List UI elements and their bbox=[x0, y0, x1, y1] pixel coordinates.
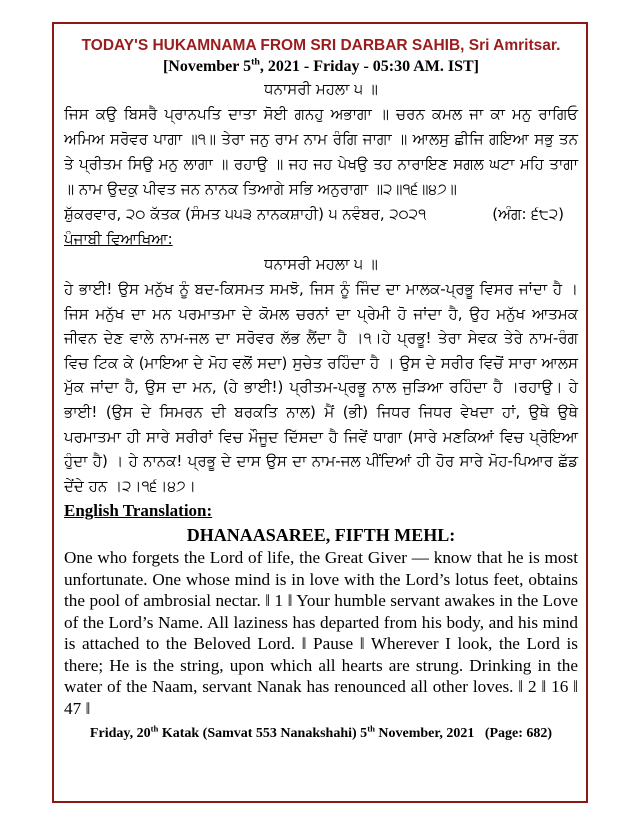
gurbani-text: ਜਿਸ ਕਉ ਬਿਸਰੈ ਪ੍ਰਾਨਪਤਿ ਦਾਤਾ ਸੋਈ ਗਨਹੁ ਅਭਾਗਾ ॥ ਚਰਨ ਕਮਲ ਜਾ ਕਾ ਮਨੁ ਰਾਗਿਓ ਅਮਿਅ ਸਰੋਵਰ ਪਾਗਾ ॥੧॥ ਤੇਰਾ ਜਨੁ ਰਾਮ ਨਾਮ ਰੰਗਿ ਜਾਗਾ ॥ ਆਲਸੁ ਛੀਜਿ ਗਇਆ ਸਭੁ ਤਨ ਤੇ ਪ੍ਰੀਤਮ ਸਿਉ ਮਨੁ ਲਾਗਾ ॥ ਰਹਾਉ ॥ ਜਹ ਜਹ ਪੇਖਉ ਤਹ ਨਾਰਾਇਣ ਸਗਲ ਘਟਾ ਮਹਿ ਤਾਗਾ ॥ ਨਾਮ ਉਦਕੁ ਪੀਵਤ ਜਨ ਨਾਨਕ ਤਿਆਗੇ ਸਭਿ ਅਨੁਰਾਗਾ ॥੨॥੧੬॥੪੭॥ bbox=[64, 105, 578, 198]
gurbani-date-row bbox=[64, 202, 578, 227]
punjabi-raag: ਧਨਾਸਰੀ ਮਹਲਾ ੫ ॥ bbox=[264, 255, 378, 273]
english-heading: English Translation: bbox=[64, 501, 213, 521]
footer-date: Friday, 20th Katak (Samvat 553 Nanakshahi) 5th November, 2021 (Page: 682) bbox=[89, 723, 553, 742]
gurbani-raag: ਧਨਾਸਰੀ ਮਹਲਾ ੫ ॥ bbox=[264, 80, 378, 98]
english-translation: One who forgets the Lord of life, the Great Giver — know that he is most unfortunate. One whose mind is in love with the Lord’s lotus feet, obtains the pool of ambrosial nectar. ‖ 1 ‖ Your humble servant awakes in the Love of the Lord’s Name. All laziness has departed from his body, and his mind is attached to the Beloved Lord. ‖ Pause ‖ Wherever I look, the Lord is there; He is the string, upon which all hearts are strung. Drinking in the water of the Naam, servant Nanak has renounced all other loves. ‖ 2 ‖ 16 ‖ 47 ‖ bbox=[64, 548, 578, 718]
hukamnama-frame bbox=[52, 22, 588, 803]
gurbani-date: ਸ਼ੁੱਕਰਵਾਰ, ੨੦ ਕੱਤਕ (ਸੰਮਤ ੫੫੩ ਨਾਨਕਸ਼ਾਹੀ) ੫ ਨਵੰਬਰ, ੨੦੨੧ bbox=[64, 205, 427, 223]
date-line: [November 5th, 2021 - Friday - 05:30 AM. IST] bbox=[162, 56, 480, 75]
punjabi-heading: ਪੰਜਾਬੀ ਵਿਆਖਿਆ: bbox=[64, 230, 173, 248]
punjabi-explanation: ਹੇ ਭਾਈ! ਉਸ ਮਨੁੱਖ ਨੂੰ ਬਦ-ਕਿਸਮਤ ਸਮਝੋ, ਜਿਸ ਨੂੰ ਜਿੰਦ ਦਾ ਮਾਲਕ-ਪ੍ਰਭੂ ਵਿਸਰ ਜਾਂਦਾ ਹੈ । ਜਿਸ ਮਨੁੱਖ ਦਾ ਮਨ ਪਰਮਾਤਮਾ ਦੇ ਕੋਮਲ ਚਰਨਾਂ ਦਾ ਪ੍ਰੇਮੀ ਹੋ ਜਾਂਦਾ ਹੈ, ਉਹ ਮਨੁੱਖ ਆਤਮਕ ਜੀਵਨ ਦੇਣ ਵਾਲੇ ਨਾਮ-ਜਲ ਦਾ ਸਰੋਵਰ ਲੱਭ ਲੈਂਦਾ ਹੈ ।੧।ਹੇ ਪ੍ਰਭੂ! ਤੇਰਾ ਸੇਵਕ ਤੇਰੇ ਨਾਮ-ਰੰਗ ਵਿਚ ਟਿਕ ਕੇ (ਮਾਇਆ ਦੇ ਮੋਹ ਵਲੋਂ ਸਦਾ) ਸੁਚੇਤ ਰਹਿੰਦਾ ਹੈ । ਉਸ ਦੇ ਸਰੀਰ ਵਿਚੋਂ ਸਾਰਾ ਆਲਸ ਮੁੱਕ ਜਾਂਦਾ ਹੈ, ਉਸ ਦਾ ਮਨ, (ਹੇ ਭਾਈ!) ਪ੍ਰੀਤਮ-ਪ੍ਰਭੂ ਨਾਲ ਜੁੜਿਆ ਰਹਿੰਦਾ ਹੈ ।ਰਹਾਉ। ਹੇ ਭਾਈ! (ਉਸ ਦੇ ਸਿਮਰਨ ਦੀ ਬਰਕਤਿ ਨਾਲ) ਮੈਂ (ਭੀ) ਜਿਧਰ ਜਿਧਰ ਵੇਖਦਾ ਹਾਂ, ਉਥੇ ਉਥੇ ਪਰਮਾਤਮਾ ਹੀ ਸਾਰੇ ਸਰੀਰਾਂ ਵਿਚ ਮੌਜੂਦ ਦਿੱਸਦਾ ਹੈ ਜਿਵੇਂ ਧਾਗਾ (ਸਾਰੇ ਮਣਕਿਆਂ ਵਿਚ ਪ੍ਰੋਇਆ ਹੁੰਦਾ ਹੈ) । ਹੇ ਨਾਨਕ! ਪ੍ਰਭੂ ਦੇ ਦਾਸ ਉਸ ਦਾ ਨਾਮ-ਜਲ ਪੀਂਦਿਆਂ ਹੀ ਹੋਰ ਸਾਰੇ ਮੋਹ-ਪਿਆਰ ਛੱਡ ਦੇਂਦੇ ਹਨ ।੨।੧੬।੪੭। bbox=[64, 280, 578, 495]
english-subheading: DHANAASAREE, FIFTH MEHL: bbox=[186, 525, 456, 546]
gurbani-ang: (ਅੰਗ: ੬੮੨) bbox=[492, 205, 564, 223]
page-title: TODAY'S HUKAMNAMA FROM SRI DARBAR SAHIB, Sri Amritsar. bbox=[81, 37, 561, 54]
